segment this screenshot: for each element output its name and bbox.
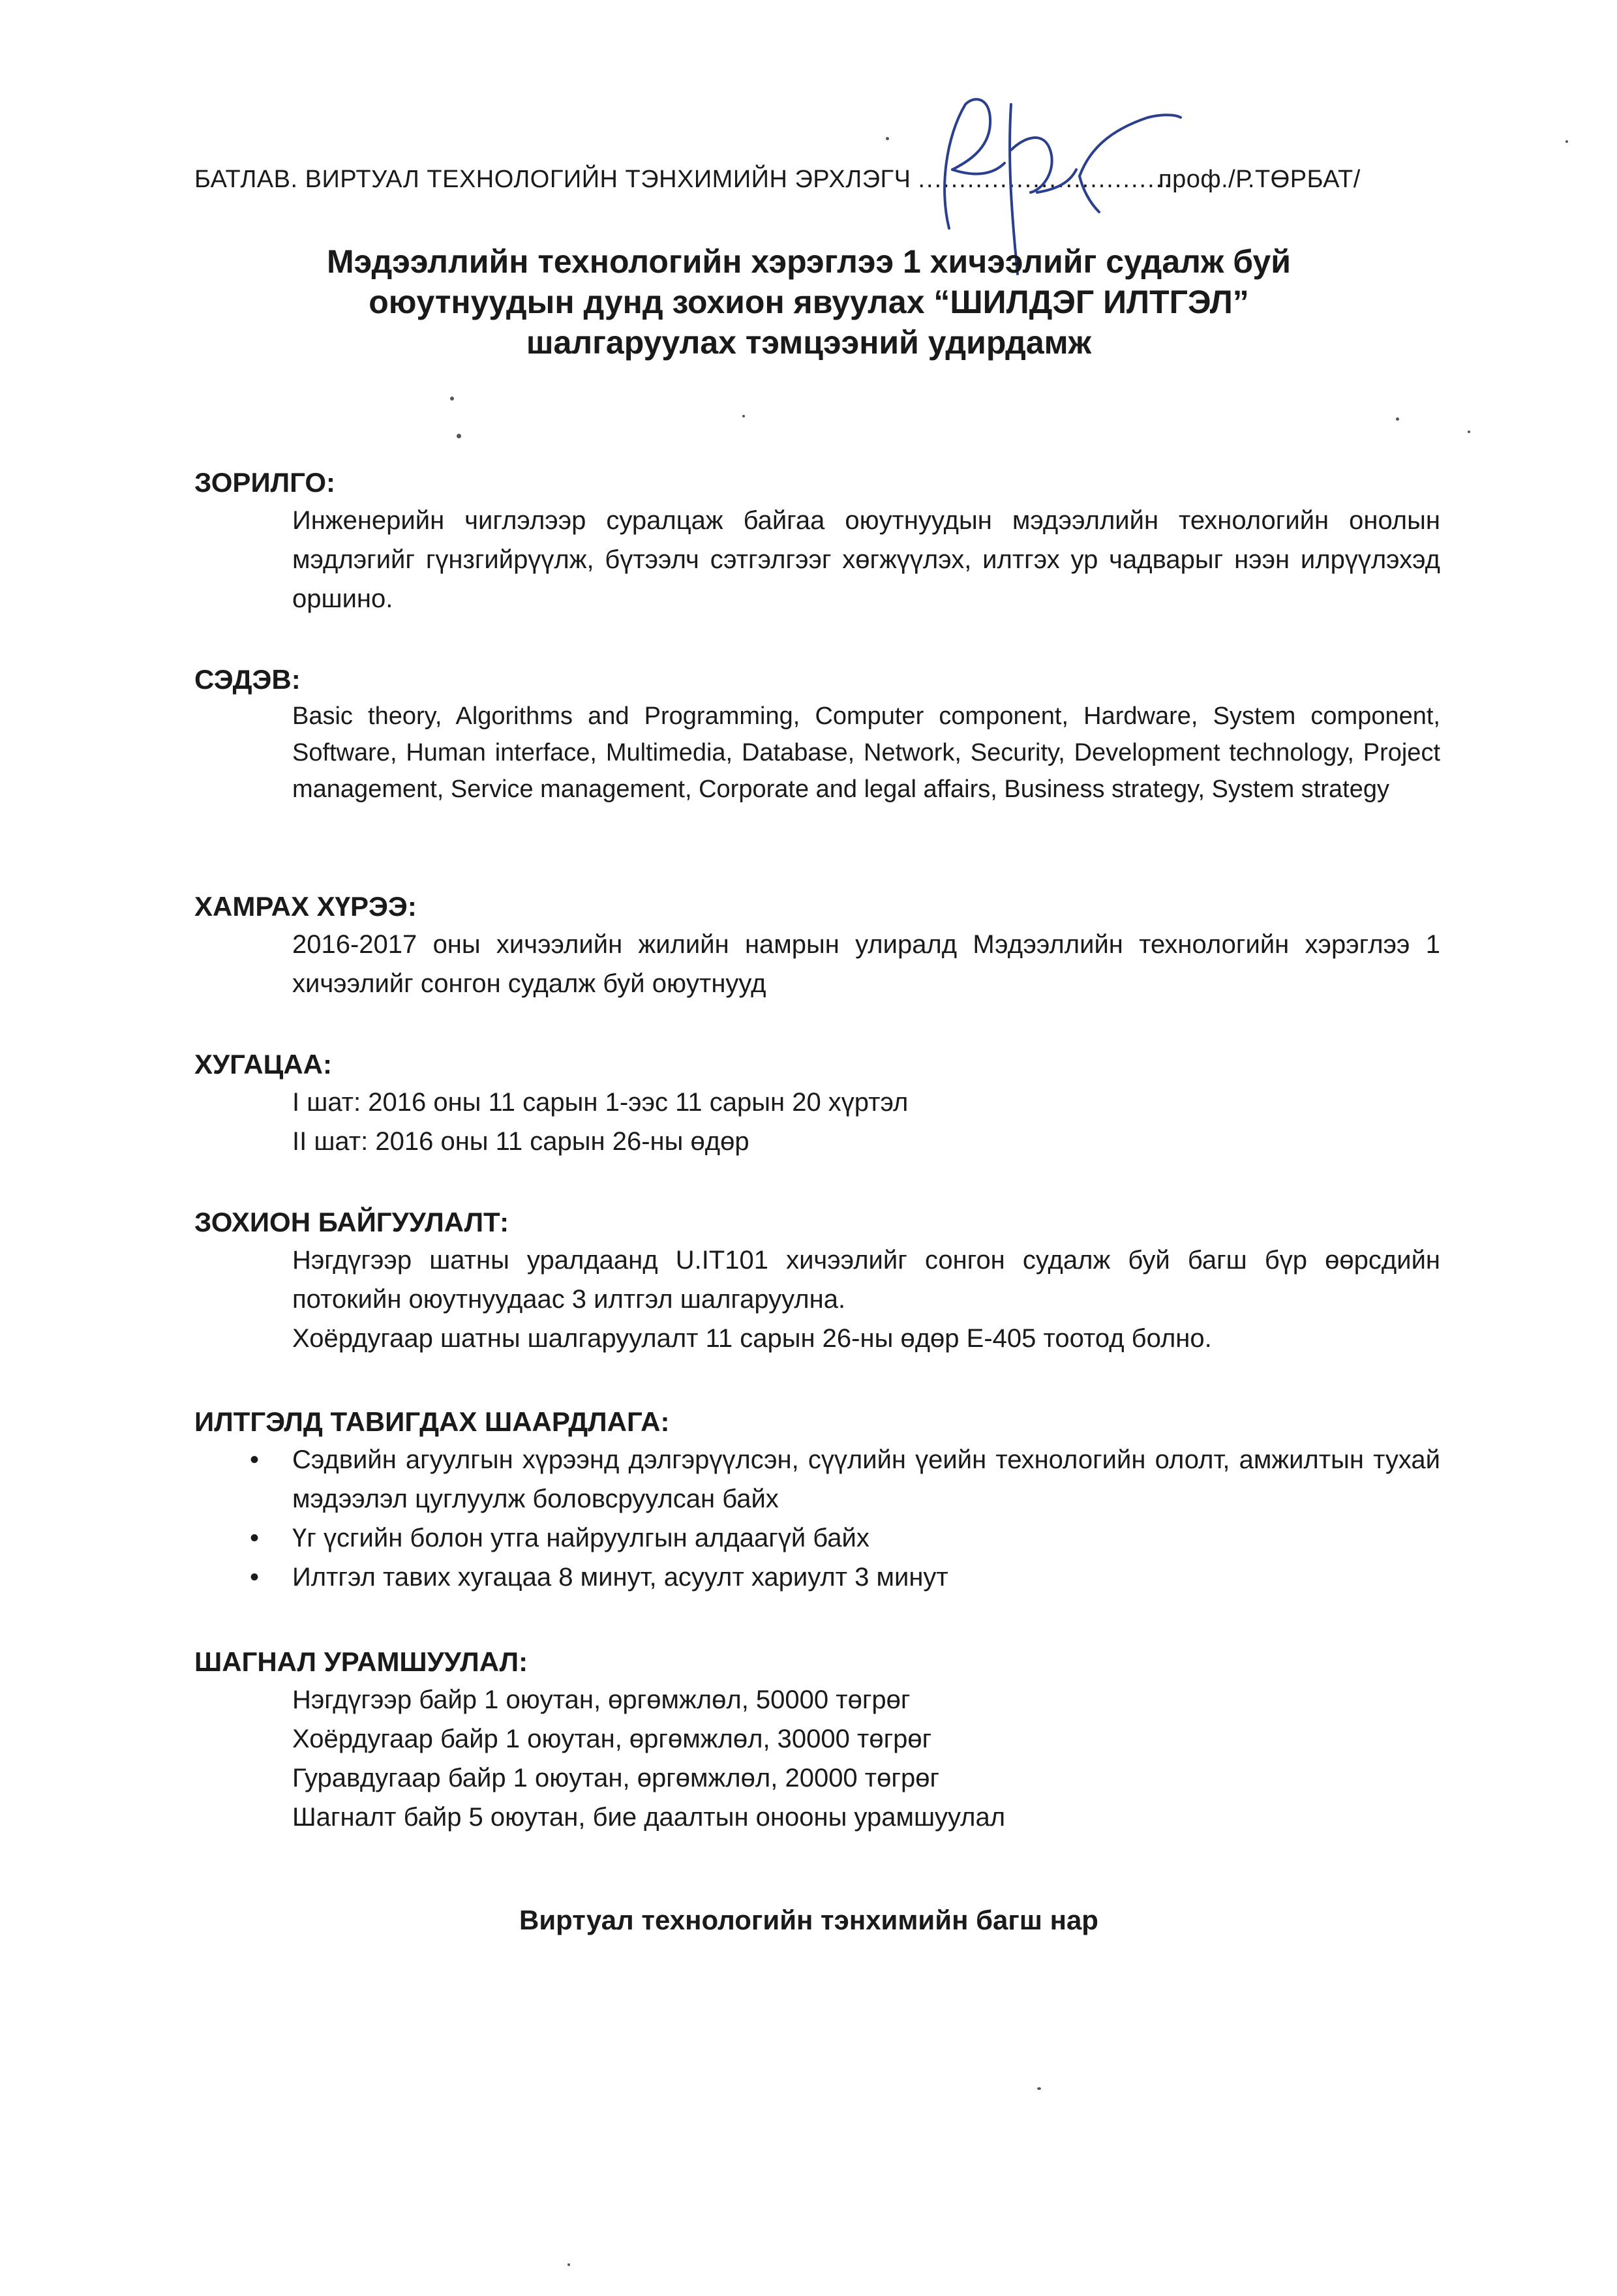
section-heading: СЭДЭВ: (194, 664, 301, 695)
section-heading: ЗОРИЛГО: (194, 467, 336, 498)
scan-speck (742, 415, 745, 417)
scan-speck (1037, 2087, 1041, 2090)
requirements-list (194, 1440, 1447, 1597)
scan-speck (1565, 140, 1568, 143)
scan-speck (450, 397, 454, 400)
scan-speck (1396, 417, 1399, 421)
award-line: Гуравдугаар байр 1 оюутан, өргөмжлөл, 20000 төгрөг (292, 1764, 940, 1792)
section-text: 2016-2017 оны хичээлийн жилийн намрын улиралд Мэдээллийн технологийн хэрэглээ 1 хичээлийг сонгон судалж буй оюутнууд (292, 930, 1440, 998)
duration-line: I шат: 2016 оны 11 сарын 1-ээс 11 сарын 20 хүртэл (292, 1088, 909, 1117)
list-item-text: Сэдвийн агуулгын хүрээнд дэлгэрүүлсэн, сүүлийн үеийн технологийн ололт, амжилтын тухай мэдээлэл цуглуулж боловсруулсан байх (292, 1445, 1440, 1513)
section-heading: ХАМРАХ ХҮРЭЭ: (194, 891, 417, 922)
scan-speck (1468, 430, 1470, 433)
title-line: Мэдээллийн технологийн хэрэглээ 1 хичээлийг судалж буй (326, 243, 1292, 280)
list-item (249, 1440, 1440, 1518)
section-duration (194, 1046, 1447, 1161)
section-requirements (194, 1404, 1447, 1597)
footer-signatories: Виртуал технологийн тэнхимийн багш нар (519, 1905, 1098, 1935)
title-line: оюутнуудын дунд зохион явуулах “ШИЛДЭГ ИЛТГЭЛ” (369, 284, 1249, 320)
section-text (292, 1083, 1440, 1161)
list-item-text: Илтгэл тавих хугацаа 8 минут, асуулт хариулт 3 минут (292, 1563, 948, 1592)
award-line: Шагналт байр 5 оюутан, бие даалтын онооны урамшуулал (292, 1803, 1006, 1832)
section-text: Basic theory, Algorithms and Programming, Computer component, Hardware, System component, Software, Human interface, Multimedia, Database, Network, Security, Development technology, Project management, Service management, Corporate and legal affairs, Business strategy, System strategy (292, 702, 1440, 803)
document-title (170, 241, 1448, 363)
duration-line: II шат: 2016 оны 11 сарын 26-ны өдөр (292, 1127, 749, 1156)
section-heading: ХУГАЦАА: (194, 1049, 332, 1080)
award-line: Нэгдүгээр байр 1 оюутан, өргөмжлөл, 50000 төгрөг (292, 1685, 911, 1714)
scan-speck (567, 2263, 570, 2266)
signature-dots: ............................... (918, 166, 1172, 193)
section-text: Инженерийн чиглэлээр суралцаж байгаа оюутнуудын мэдээллийн технологийн онолын мэдлэгийг гүнзгийрүүлж, бүтээлч сэтгэлгээг хөгжүүлэх, илтгэх ур чадварыг нээн илрүүлэхэд оршино. (292, 506, 1440, 613)
list-item (249, 1518, 1440, 1558)
section-heading: ШАГНАЛ УРАМШУУЛАЛ: (194, 1646, 528, 1677)
scan-speck (457, 434, 461, 438)
section-heading: ЗОХИОН БАЙГУУЛАЛТ: (194, 1207, 509, 1237)
section-heading: ИЛТГЭЛД ТАВИГДАХ ШААРДЛАГА: (194, 1406, 670, 1437)
section-topic (194, 661, 1447, 808)
list-item-text: Үг үсгийн болон утга найруулгын алдаагүй байх (292, 1524, 869, 1552)
list-item (249, 1558, 1440, 1597)
section-text (292, 1680, 1440, 1837)
section-goal (194, 464, 1447, 618)
award-line: Хоёрдугаар байр 1 оюутан, өргөмжлөл, 30000 төгрөг (292, 1725, 932, 1753)
bullet-icon: • (249, 1563, 259, 1592)
bullet-icon: • (249, 1445, 259, 1474)
approval-line (194, 166, 1434, 194)
scan-speck (886, 137, 889, 140)
bullet-icon: • (249, 1524, 259, 1552)
organization-paragraph: Нэгдүгээр шатны уралдаанд U.IT101 хичээлийг сонгон судалж буй багш бүр өөрсдийн потокийн оюутнуудаас 3 илтгэл шалгаруулна. (292, 1246, 1440, 1314)
section-awards (194, 1644, 1447, 1837)
section-organization (194, 1204, 1447, 1358)
section-text (292, 1241, 1440, 1358)
section-scope (194, 888, 1447, 1003)
approval-text: БАТЛАВ. ВИРТУАЛ ТЕХНОЛОГИЙН ТЭНХИМИЙН ЭРХЛЭГЧ (194, 166, 911, 193)
organization-paragraph: Хоёрдугаар шатны шалгаруулалт 11 сарын 26-ны өдөр E-405 тоотод болно. (292, 1324, 1212, 1353)
title-line: шалгаруулах тэмцээний удирдамж (526, 324, 1092, 361)
approver-name: проф./Р.ТӨРБАТ/ (1158, 166, 1361, 193)
